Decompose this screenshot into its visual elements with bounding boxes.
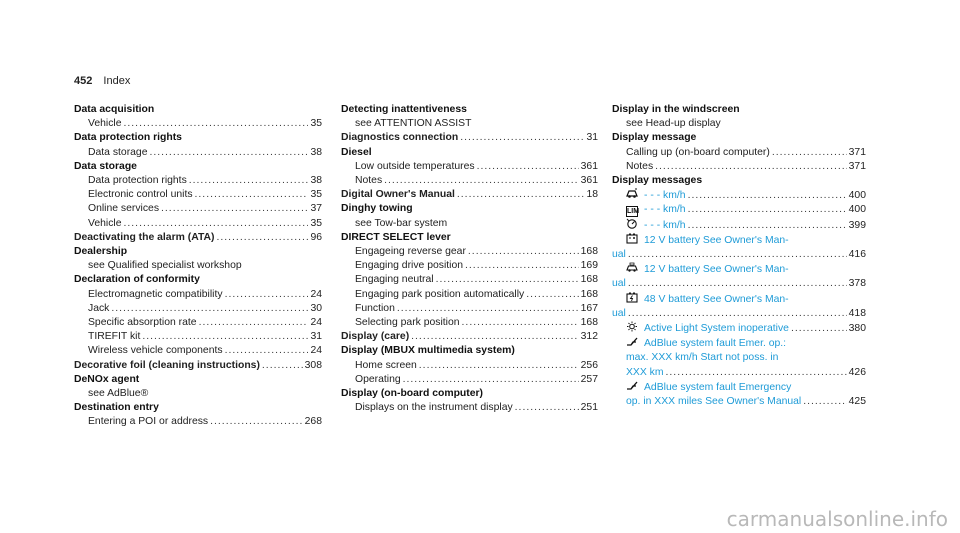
entry-heading: Detecting inattentiveness xyxy=(341,104,467,115)
index-entry xyxy=(74,103,322,131)
index-entry xyxy=(74,131,322,159)
index-entry xyxy=(74,359,322,373)
message-text-cont: max. XXX km/h Start not poss. in xyxy=(626,352,779,364)
entry-row[interactable] xyxy=(341,316,598,330)
message-text-cont: op. in XXX miles See Owner's Manual xyxy=(626,396,802,408)
adblue-icon xyxy=(626,380,638,391)
entry-heading: Display in the windscreen xyxy=(612,104,740,115)
entry-heading: Deactivating the alarm (ATA) xyxy=(74,231,215,243)
row-page: 35 xyxy=(310,189,322,201)
row-page: 31 xyxy=(586,132,598,144)
entry-row[interactable] xyxy=(74,117,322,131)
row-page: 399 xyxy=(848,219,866,231)
index-entry xyxy=(341,387,598,415)
message-text-cont: ual xyxy=(612,307,626,319)
page-header xyxy=(74,75,130,87)
index-entry xyxy=(341,330,598,344)
entry-row[interactable] xyxy=(341,131,598,145)
index-entry xyxy=(612,131,866,174)
index-entry xyxy=(74,273,322,358)
index-column-1 xyxy=(74,103,322,430)
row-page: 168 xyxy=(580,274,598,286)
display-message-cruise[interactable] xyxy=(612,188,866,203)
index-entry xyxy=(341,188,598,202)
index-entry xyxy=(612,103,866,131)
row-text: Jack xyxy=(88,302,110,314)
high-voltage-battery-icon xyxy=(626,292,638,303)
display-message-12v-battery-car[interactable] xyxy=(612,262,866,277)
entry-row[interactable] xyxy=(612,277,866,291)
row-page: 361 xyxy=(580,175,598,187)
row-page: 167 xyxy=(580,302,598,314)
entry-row[interactable] xyxy=(341,188,598,202)
watermark: carmanualsonline.info xyxy=(726,507,948,531)
light-icon xyxy=(626,321,638,332)
row-page: 35 xyxy=(310,118,322,130)
row-text: Vehicle xyxy=(88,217,122,229)
message-text: 12 V battery See Owner's Man- xyxy=(644,234,789,246)
entry-row[interactable] xyxy=(74,174,322,188)
see-reference[interactable]: see ATTENTION ASSIST xyxy=(355,118,472,130)
entry-heading: Digital Owner's Manual xyxy=(341,189,455,201)
entry-row[interactable] xyxy=(612,395,866,409)
row-page: 268 xyxy=(304,416,322,428)
row-text: Engaging park position automatically xyxy=(355,288,525,300)
entry-heading: Diagnostics connection xyxy=(341,132,459,144)
index-entry xyxy=(341,202,598,230)
row-text: Specific absorption rate xyxy=(88,317,197,329)
index-entry xyxy=(341,344,598,387)
entry-heading: Declaration of conformity xyxy=(74,274,200,286)
row-page: 24 xyxy=(310,317,322,329)
entry-row[interactable] xyxy=(341,401,598,415)
entry-row[interactable] xyxy=(74,316,322,330)
entry-heading: Display (MBUX multimedia system) xyxy=(341,345,515,357)
row-page: 24 xyxy=(310,288,322,300)
entry-row[interactable] xyxy=(341,245,598,259)
entry-row[interactable] xyxy=(612,160,866,174)
entry-heading: Dealership xyxy=(74,246,128,258)
message-text: - - - km/h xyxy=(644,204,686,216)
row-text: Operating xyxy=(355,373,401,385)
row-page: 24 xyxy=(310,345,322,357)
index-entry xyxy=(74,160,322,231)
row-page: 256 xyxy=(580,359,598,371)
row-page: 168 xyxy=(580,317,598,329)
message-text: AdBlue system fault Emergency xyxy=(644,381,792,393)
entry-row[interactable] xyxy=(341,359,598,373)
entry-row[interactable] xyxy=(74,288,322,302)
entry-row[interactable] xyxy=(74,231,322,245)
entry-heading: Dinghy towing xyxy=(341,203,413,215)
row-page: 361 xyxy=(580,160,598,172)
entry-row[interactable] xyxy=(74,359,322,373)
row-page: 418 xyxy=(848,307,866,319)
index-entry xyxy=(74,373,322,401)
message-text-cont: ual xyxy=(612,278,626,290)
display-message-lim[interactable] xyxy=(612,203,866,217)
entry-heading: Diesel xyxy=(341,146,372,158)
index-entry xyxy=(341,103,598,131)
row-page: 96 xyxy=(310,231,322,243)
row-text: Vehicle xyxy=(88,118,122,130)
row-text: Engageing reverse gear xyxy=(355,246,466,258)
entry-row[interactable] xyxy=(341,160,598,174)
index-entry xyxy=(74,401,322,429)
row-text: Data protection rights xyxy=(88,175,187,187)
row-page: 416 xyxy=(848,249,866,261)
row-text: Online services xyxy=(88,203,160,215)
index-entry xyxy=(341,231,598,330)
index-entry xyxy=(612,174,866,409)
display-message-adblue-emergency[interactable] xyxy=(612,380,866,395)
entry-heading: Data storage xyxy=(74,160,137,172)
entry-row[interactable] xyxy=(341,302,598,316)
entry-heading: Display (on-board computer) xyxy=(341,388,484,400)
message-text-cont: ual xyxy=(612,249,626,261)
row-text: Home screen xyxy=(355,359,417,371)
row-page: 257 xyxy=(580,373,598,385)
row-page: 251 xyxy=(580,402,598,414)
row-page: 380 xyxy=(848,323,866,335)
entry-heading: DIRECT SELECT lever xyxy=(341,231,451,243)
message-text: 12 V battery See Owner's Man- xyxy=(644,264,789,276)
row-text: Selecting park position xyxy=(355,317,460,329)
row-text: Electromagnetic compatibility xyxy=(88,288,223,300)
row-page: 425 xyxy=(848,396,866,408)
message-text: - - - km/h xyxy=(644,190,686,202)
lim-icon: LIM xyxy=(627,208,640,216)
message-text: - - - km/h xyxy=(644,219,686,231)
display-message-12v-battery[interactable] xyxy=(612,233,866,248)
see-reference[interactable]: see Qualified specialist workshop xyxy=(88,260,242,272)
row-page: 38 xyxy=(310,146,322,158)
row-text: Low outside temperatures xyxy=(355,160,475,172)
entry-row[interactable] xyxy=(612,146,866,160)
row-text: Wireless vehicle components xyxy=(88,345,223,357)
row-page: 426 xyxy=(848,366,866,378)
row-text: Engaging neutral xyxy=(355,274,434,286)
index-column-2 xyxy=(341,103,598,415)
entry-row[interactable] xyxy=(74,415,322,429)
entry-row[interactable] xyxy=(74,302,322,316)
page-number: 452 xyxy=(74,75,93,87)
row-page: 31 xyxy=(310,331,322,343)
entry-row[interactable] xyxy=(341,259,598,273)
display-message-adblue-emer[interactable] xyxy=(612,336,866,351)
row-page: 312 xyxy=(580,331,598,343)
message-text: 48 V battery See Owner's Man- xyxy=(644,293,789,305)
row-page: 168 xyxy=(580,246,598,258)
index-column-3 xyxy=(612,103,866,409)
row-page: 308 xyxy=(304,359,322,371)
row-text: TIREFIT kit xyxy=(88,331,141,343)
row-page: 168 xyxy=(580,288,598,300)
entry-heading: Display (care) xyxy=(341,331,410,343)
row-page: 37 xyxy=(310,203,322,215)
row-page: 371 xyxy=(848,160,866,172)
message-text-cont: XXX km xyxy=(626,366,664,378)
row-text: Electronic control units xyxy=(88,189,193,201)
see-reference[interactable]: see AdBlue® xyxy=(88,388,149,400)
entry-row[interactable] xyxy=(74,217,322,231)
entry-row[interactable] xyxy=(74,330,322,344)
display-message-limiter[interactable] xyxy=(612,218,866,233)
entry-row[interactable] xyxy=(74,146,322,160)
row-text: Data storage xyxy=(88,146,148,158)
row-page: 169 xyxy=(580,260,598,272)
cruise-control-icon xyxy=(626,188,638,199)
row-page: 371 xyxy=(848,146,866,158)
index-entry xyxy=(74,231,322,245)
row-page: 38 xyxy=(310,175,322,187)
entry-row[interactable] xyxy=(74,202,322,216)
message-text: Active Light System inoperative xyxy=(644,323,789,335)
row-page: 35 xyxy=(310,217,322,229)
see-reference[interactable]: see Head-up display xyxy=(626,118,721,130)
row-page: 18 xyxy=(586,189,598,201)
entry-heading: Data protection rights xyxy=(74,132,182,144)
row-page: 30 xyxy=(310,302,322,314)
display-message-active-light[interactable] xyxy=(612,321,866,336)
entry-heading: Decorative foil (cleaning instructions) xyxy=(74,359,260,371)
row-page: 378 xyxy=(848,278,866,290)
message-text: AdBlue system fault Emer. op.: xyxy=(644,338,787,350)
row-text: Entering a POI or address xyxy=(88,416,209,428)
entry-heading: Data acquisition xyxy=(74,104,155,115)
row-text: Displays on the instrument display xyxy=(355,402,513,414)
entry-row[interactable] xyxy=(341,373,598,387)
row-text: Notes xyxy=(626,160,654,172)
row-text: Function xyxy=(355,302,395,314)
index-entry xyxy=(341,131,598,145)
entry-row[interactable] xyxy=(341,174,598,188)
row-text: Engaging drive position xyxy=(355,260,464,272)
entry-heading: DeNOx agent xyxy=(74,373,140,385)
index-entry xyxy=(74,245,322,273)
entry-row[interactable] xyxy=(74,188,322,202)
entry-heading: Display messages xyxy=(612,175,703,187)
entry-row[interactable] xyxy=(341,330,598,344)
entry-row[interactable] xyxy=(612,307,866,321)
display-message-48v-battery[interactable] xyxy=(612,292,866,307)
entry-row[interactable] xyxy=(612,366,866,380)
adblue-icon xyxy=(626,336,638,347)
row-page: 400 xyxy=(848,190,866,202)
battery-icon xyxy=(626,233,638,244)
speed-limiter-icon xyxy=(626,218,638,229)
entry-row[interactable] xyxy=(341,273,598,287)
entry-row[interactable] xyxy=(341,288,598,302)
index-entry xyxy=(341,146,598,189)
entry-row[interactable] xyxy=(612,248,866,262)
page-title: Index xyxy=(103,75,131,87)
row-text: Notes xyxy=(355,175,383,187)
row-text: Calling up (on-board computer) xyxy=(626,146,770,158)
see-reference[interactable]: see Tow-bar system xyxy=(355,217,448,229)
entry-heading: Display message xyxy=(612,132,697,144)
row-page: 400 xyxy=(848,204,866,216)
entry-row[interactable] xyxy=(74,344,322,358)
car-battery-icon xyxy=(626,262,638,273)
entry-heading: Destination entry xyxy=(74,402,159,414)
